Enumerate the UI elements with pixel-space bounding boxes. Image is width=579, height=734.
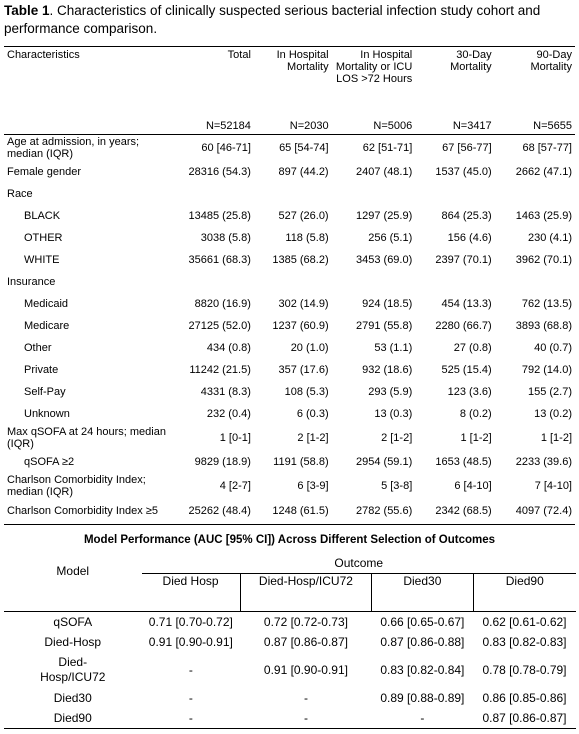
row-value xyxy=(415,183,494,205)
table-row xyxy=(4,688,576,708)
row-label: BLACK xyxy=(24,209,61,222)
row-value: 35661 (68.3) xyxy=(188,253,251,266)
model-performance-table xyxy=(4,553,576,729)
characteristics-table xyxy=(4,46,575,525)
row-value: 8820 (16.9) xyxy=(194,297,251,310)
header-hospital-mortality-or-icu: In Hospital Mortality or ICU LOS >72 Hours xyxy=(332,47,416,113)
header-in-hospital-mortality: In Hospital Mortality xyxy=(254,47,332,113)
row-value: 232 (0.4) xyxy=(206,407,251,420)
row-value: 4097 (72.4) xyxy=(495,499,575,525)
row-value: 155 (2.7) xyxy=(527,385,572,398)
row-value: 1248 (61.5) xyxy=(254,499,332,525)
row-value: 2342 (68.5) xyxy=(415,499,494,525)
table-caption xyxy=(4,2,564,38)
outcome-header-row xyxy=(4,553,576,574)
auc-value: 0.86 [0.85-0.86] xyxy=(482,690,567,705)
row-label: OTHER xyxy=(24,231,63,244)
table-row xyxy=(4,135,575,161)
row-value: 3453 (69.0) xyxy=(356,253,413,266)
row-value: 1 [1-2] xyxy=(540,431,572,444)
row-value: 230 (4.1) xyxy=(527,231,572,244)
auc-value: 0.83 [0.82-0.84] xyxy=(380,662,465,677)
table-row xyxy=(4,708,576,729)
row-value: 13 (0.2) xyxy=(534,407,572,420)
row-value xyxy=(495,183,575,205)
row-label: Female gender xyxy=(7,165,81,178)
row-value: 2280 (66.7) xyxy=(435,319,492,332)
table-row xyxy=(4,183,575,205)
row-value: 27 (0.8) xyxy=(453,341,492,354)
header-total: Total xyxy=(173,47,254,113)
row-value xyxy=(495,271,575,293)
row-value: 762 (13.5) xyxy=(521,297,572,310)
row-value: 2 [1-2] xyxy=(297,431,329,444)
auc-value: 0.87 [0.86-0.87] xyxy=(263,634,348,649)
table-row xyxy=(4,632,576,652)
row-value: 4331 (8.3) xyxy=(200,385,251,398)
row-value xyxy=(173,183,254,205)
table-row xyxy=(4,451,575,473)
row-label: Charlson Comorbidity Index ≥5 xyxy=(4,499,173,525)
auc-value: 0.66 [0.65-0.67] xyxy=(380,614,465,629)
row-value: 156 (4.6) xyxy=(447,231,492,244)
row-value: 256 (5.1) xyxy=(368,231,413,244)
row-value: 4 [2-7] xyxy=(219,479,251,492)
count-90-day: N=5655 xyxy=(495,113,575,135)
performance-table-title: Model Performance (AUC [95% CI]) Across Different Selection of Outcomes xyxy=(83,534,496,546)
row-value: 2662 (47.1) xyxy=(515,165,572,178)
row-value: 1385 (68.2) xyxy=(272,253,329,266)
row-value: 293 (5.9) xyxy=(368,385,413,398)
row-value: 864 (25.3) xyxy=(441,209,492,222)
table-row xyxy=(4,381,575,403)
row-value: 357 (17.6) xyxy=(278,363,329,376)
row-value: 40 (0.7) xyxy=(534,341,572,354)
row-value: 11242 (21.5) xyxy=(189,363,251,376)
row-value: 1653 (48.5) xyxy=(435,455,492,468)
row-value: 65 [54-74] xyxy=(279,141,329,154)
row-label: Self-Pay xyxy=(24,385,66,398)
row-value xyxy=(254,271,332,293)
row-value: 13 (0.3) xyxy=(374,407,413,420)
table-row xyxy=(4,315,575,337)
row-value: 13485 (25.8) xyxy=(188,209,251,222)
row-value: 6 (0.3) xyxy=(296,407,329,420)
row-value: 1297 (25.9) xyxy=(356,209,413,222)
row-value: 2 [1-2] xyxy=(381,431,413,444)
col-died90: Died90 xyxy=(473,574,576,612)
model-name: Died90 xyxy=(4,708,142,729)
table-row xyxy=(4,271,575,293)
table-row xyxy=(4,161,575,183)
table-row xyxy=(4,249,575,271)
table-header-row xyxy=(4,47,575,113)
row-value: 792 (14.0) xyxy=(521,363,572,376)
row-value xyxy=(173,271,254,293)
auc-value: - xyxy=(372,708,473,729)
row-value: 2397 (70.1) xyxy=(435,253,492,266)
auc-value: 0.78 [0.78-0.79] xyxy=(482,662,567,677)
table-row xyxy=(4,205,575,227)
row-value: 1463 (25.9) xyxy=(515,209,572,222)
row-value: 28316 (54.3) xyxy=(188,165,251,178)
row-value: 25262 (48.4) xyxy=(173,499,254,525)
row-value: 1237 (60.9) xyxy=(272,319,329,332)
auc-value: 0.87 [0.86-0.87] xyxy=(473,708,576,729)
model-name: Died-Hosp/ICU72 xyxy=(40,655,106,684)
col-died30: Died30 xyxy=(372,574,473,612)
row-value: 8 (0.2) xyxy=(459,407,492,420)
table-row xyxy=(4,612,576,633)
row-label: Max qSOFA at 24 hours; median (IQR) xyxy=(7,425,166,450)
row-value: 20 (1.0) xyxy=(290,341,329,354)
table-row xyxy=(4,425,575,451)
row-value: 67 [56-77] xyxy=(442,141,492,154)
row-label: qSOFA ≥2 xyxy=(24,455,75,468)
row-value: 53 (1.1) xyxy=(374,341,413,354)
row-value xyxy=(254,183,332,205)
table-row xyxy=(4,652,576,688)
header-30-day-mortality: 30-Day Mortality xyxy=(415,47,494,113)
caption-text: . Characteristics of clinically suspected serious bacterial infection study cohort and performance comparison. xyxy=(4,3,541,36)
row-value: 932 (18.6) xyxy=(362,363,413,376)
count-total: N=52184 xyxy=(173,113,254,135)
table-row xyxy=(4,359,575,381)
count-30-day: N=3417 xyxy=(415,113,494,135)
table-row xyxy=(4,337,575,359)
row-label: Age at admission, in years; median (IQR) xyxy=(7,135,140,160)
row-value: 60 [46-71] xyxy=(201,141,251,154)
row-label: Race xyxy=(7,187,33,200)
row-label: Medicare xyxy=(24,319,70,332)
row-value: 3962 (70.1) xyxy=(515,253,572,266)
auc-value: 0.83 [0.82-0.83] xyxy=(482,634,567,649)
row-label: WHITE xyxy=(24,253,60,266)
row-value: 68 [57-77] xyxy=(522,141,572,154)
header-90-day-mortality: 90-Day Mortality xyxy=(495,47,575,113)
row-value: 302 (14.9) xyxy=(278,297,329,310)
row-value: 123 (3.6) xyxy=(447,385,492,398)
table-row xyxy=(4,473,575,499)
row-value: 924 (18.5) xyxy=(362,297,413,310)
row-value: 3893 (68.8) xyxy=(515,319,572,332)
row-label: Charlson Comorbidity Index; median (IQR) xyxy=(7,473,146,498)
row-label: Unknown xyxy=(24,407,70,420)
auc-value: - xyxy=(142,708,241,729)
row-value: 2233 (39.6) xyxy=(515,455,572,468)
header-characteristics: Characteristics xyxy=(4,47,173,113)
table-row xyxy=(4,227,575,249)
auc-value: 0.72 [0.72-0.73] xyxy=(263,614,348,629)
row-value xyxy=(332,271,416,293)
row-value: 6 [3-9] xyxy=(297,479,329,492)
row-value: 27125 (52.0) xyxy=(188,319,251,332)
auc-value: 0.62 [0.61-0.62] xyxy=(482,614,567,629)
row-value: 1537 (45.0) xyxy=(435,165,492,178)
model-name: Died-Hosp xyxy=(44,634,102,649)
row-value xyxy=(332,183,416,205)
row-value: 2782 (55.6) xyxy=(332,499,416,525)
row-value: 3038 (5.8) xyxy=(200,231,251,244)
model-header: Model xyxy=(56,563,90,578)
table-row xyxy=(4,403,575,425)
auc-value: 0.91 [0.90-0.91] xyxy=(148,634,233,649)
auc-value: 0.89 [0.88-0.89] xyxy=(380,690,465,705)
row-value: 1191 (58.8) xyxy=(273,455,329,468)
row-value: 1 [0-1] xyxy=(219,431,251,444)
row-label: Other xyxy=(24,341,52,354)
row-value: 434 (0.8) xyxy=(206,341,251,354)
model-name: Died30 xyxy=(53,690,92,705)
auc-value: - xyxy=(188,690,193,705)
col-died-hosp-icu72: Died-Hosp/ICU72 xyxy=(240,574,372,612)
caption-label: Table 1 xyxy=(4,3,50,18)
row-value: 6 [4-10] xyxy=(454,479,492,492)
row-value: 108 (5.3) xyxy=(284,385,329,398)
auc-value: 0.87 [0.86-0.88] xyxy=(380,634,465,649)
row-value: 62 [51-71] xyxy=(362,141,413,154)
auc-value: 0.71 [0.70-0.72] xyxy=(148,614,233,629)
row-value xyxy=(415,271,494,293)
row-value: 454 (13.3) xyxy=(441,297,492,310)
col-died-hosp: Died Hosp xyxy=(142,574,241,612)
count-in-hospital: N=2030 xyxy=(254,113,332,135)
row-label: Medicaid xyxy=(24,297,69,310)
row-value: 1 [1-2] xyxy=(460,431,492,444)
row-value: 2791 (55.8) xyxy=(356,319,413,332)
auc-value: - xyxy=(188,662,193,677)
outcome-header: Outcome xyxy=(142,553,577,574)
count-hospital-or-icu: N=5006 xyxy=(332,113,416,135)
auc-value: - xyxy=(303,690,308,705)
row-value: 5 [3-8] xyxy=(381,479,413,492)
count-row xyxy=(4,113,575,135)
row-value: 9829 (18.9) xyxy=(194,455,251,468)
model-header-row xyxy=(4,574,576,612)
row-value: 525 (15.4) xyxy=(441,363,492,376)
row-label: Private xyxy=(24,363,59,376)
auc-value: - xyxy=(240,708,372,729)
row-label: Insurance xyxy=(7,275,56,288)
auc-value: 0.91 [0.90-0.91] xyxy=(263,662,348,677)
table-row xyxy=(4,293,575,315)
model-name: qSOFA xyxy=(53,614,93,629)
row-value: 118 (5.8) xyxy=(285,231,329,244)
row-value: 7 [4-10] xyxy=(534,479,572,492)
row-value: 527 (26.0) xyxy=(278,209,329,222)
row-value: 2407 (48.1) xyxy=(356,165,413,178)
row-value: 2954 (59.1) xyxy=(356,455,413,468)
table-row xyxy=(4,499,575,525)
row-value: 897 (44.2) xyxy=(278,165,329,178)
